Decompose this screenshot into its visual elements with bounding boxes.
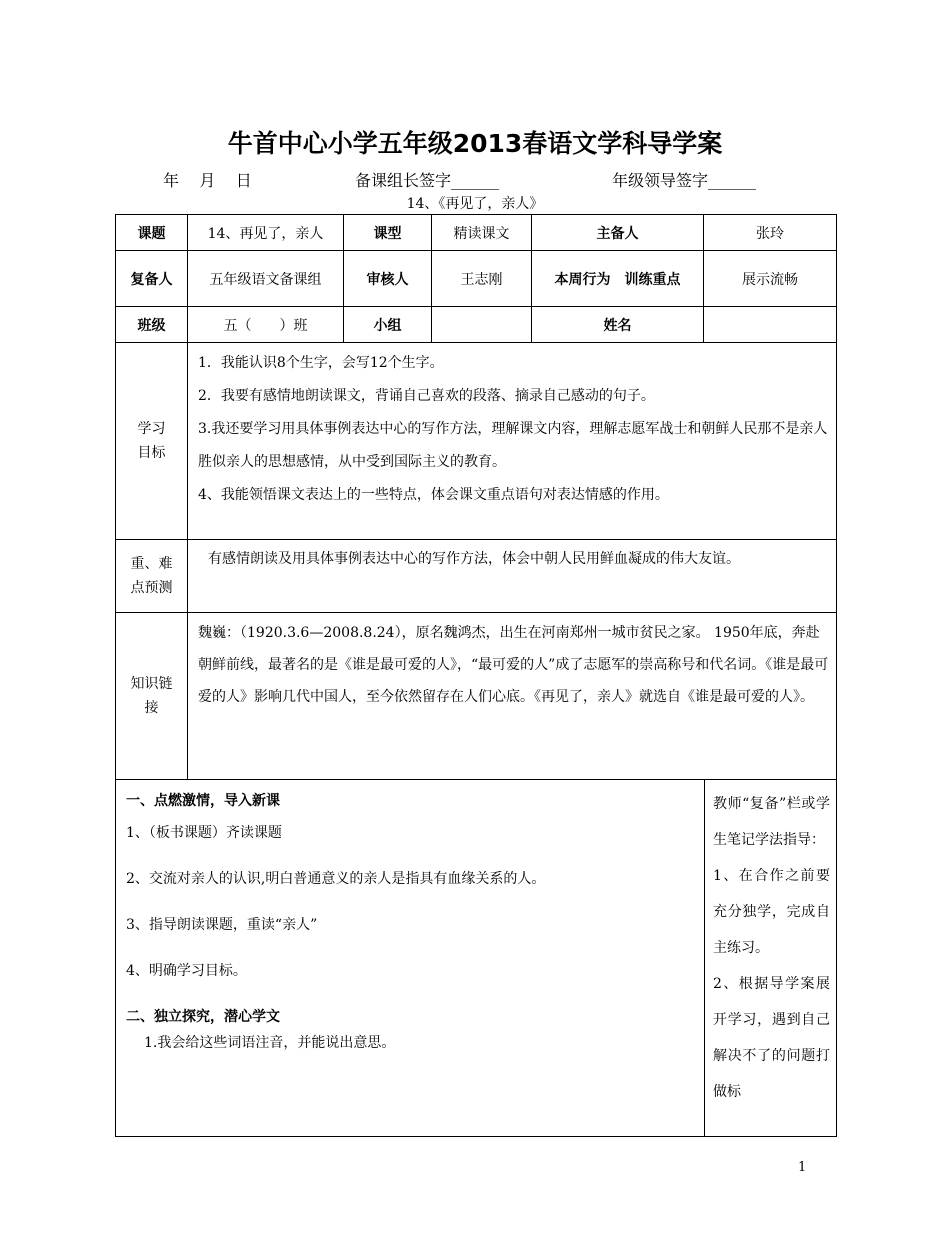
focus-value: 展示流畅 [704, 251, 837, 307]
goal-item: 4、我能领悟课文表达上的一些特点，体会课文重点语句对表达情感的作用。 [198, 487, 669, 503]
group-value [432, 307, 532, 343]
info-table [115, 214, 837, 780]
section1-heading: 一、点燃激情，导入新课 [126, 793, 280, 809]
key-points-label: 重、难 点预测 [116, 540, 188, 613]
goal-item: 3.我还要学习用具体事例表达中心的写作方法，理解课文内容，理解志愿军战士和朝鲜人民那不是亲人胜似亲人的思想感情，从中受到国际主义的教育。 [198, 421, 828, 470]
type-label: 课型 [344, 215, 432, 251]
goals-row [116, 343, 837, 540]
group-leader-signature: 备课组长签字______ [355, 171, 500, 190]
list-item: 1.我会给这些词语注音，并能说出意思。 [144, 1035, 396, 1051]
sidebar-notes [705, 780, 837, 1137]
sidebar-tip: 2、根据导学案展开学习，遇到自己解决不了的问题打做标 [713, 976, 830, 1100]
name-value [704, 307, 837, 343]
list-item: 2、交流对亲人的认识,明白普通意义的亲人是指具有血缘关系的人。 [126, 871, 546, 887]
main-prep-label: 主备人 [532, 215, 704, 251]
main-prep-value: 张玲 [704, 215, 837, 251]
goals-label: 学习 目标 [116, 343, 188, 540]
knowledge-content: 魏巍：（1920.3.6—2008.8.24），原名魏鸿杰，出生在河南郑州一城市贫民之家。 1950年底，奔赴朝鲜前线，最著名的是《谁是最可爱的人》，“最可爱的人”成了志愿军的崇高称号和代名词。《谁是最可爱的人》影响几代中国人，至今依然留存在人们心底。《再见了，亲人》就选自《谁是最可爱的人》。 [188, 613, 837, 780]
page-number: 1 [798, 1160, 807, 1175]
list-item: 4、明确学习目标。 [126, 963, 247, 979]
reviewer-label: 审核人 [344, 251, 432, 307]
list-item: 3、指导朗读课题，重读“亲人” [126, 917, 318, 933]
knowledge-label: 知识链 接 [116, 613, 188, 780]
class-label: 班级 [116, 307, 188, 343]
focus-label: 本周行为 训练重点 [532, 251, 704, 307]
main-table [115, 779, 837, 1137]
topic-value: 14、再见了，亲人 [188, 215, 344, 251]
reviewer-value: 王志刚 [432, 251, 532, 307]
table-row [116, 215, 837, 251]
goals-content [188, 343, 837, 540]
key-points-row [116, 540, 837, 613]
type-value: 精读课文 [432, 215, 532, 251]
table-row [116, 251, 837, 307]
section2-heading: 二、独立探究，潜心学文 [126, 1009, 280, 1025]
date-label: 年 月 日 [163, 171, 252, 190]
page-title: 牛首中心小学五年级2013春语文学科导学案 [227, 129, 723, 158]
goal-item: 2．我要有感情地朗读课文，背诵自己喜欢的段落、摘录自己感动的句子。 [198, 388, 655, 404]
co-prep-label: 复备人 [116, 251, 188, 307]
goal-item: 1．我能认识8个生字，会写12个生字。 [198, 355, 444, 371]
knowledge-row [116, 613, 837, 780]
list-item: 1、（板书课题）齐读课题 [126, 825, 282, 841]
grade-leader-signature: 年级领导签字______ [612, 171, 757, 190]
group-label: 小组 [344, 307, 432, 343]
sidebar-tip: 1、在合作之前要充分独学，完成自主练习。 [713, 868, 830, 956]
co-prep-value: 五年级语文备课组 [188, 251, 344, 307]
key-points-content: 有感情朗读及用具体事例表达中心的写作方法，体会中朝人民用鲜血凝成的伟大友谊。 [188, 540, 837, 613]
table-row [116, 307, 837, 343]
lesson-title: 14、《再见了，亲人》 [406, 196, 544, 212]
topic-label: 课题 [116, 215, 188, 251]
sidebar-intro: 教师“复备”栏或学生笔记学法指导： [713, 796, 830, 848]
lesson-steps [116, 780, 705, 1137]
table-row [116, 780, 837, 1137]
name-label: 姓名 [532, 307, 704, 343]
class-value: 五（ ）班 [188, 307, 344, 343]
